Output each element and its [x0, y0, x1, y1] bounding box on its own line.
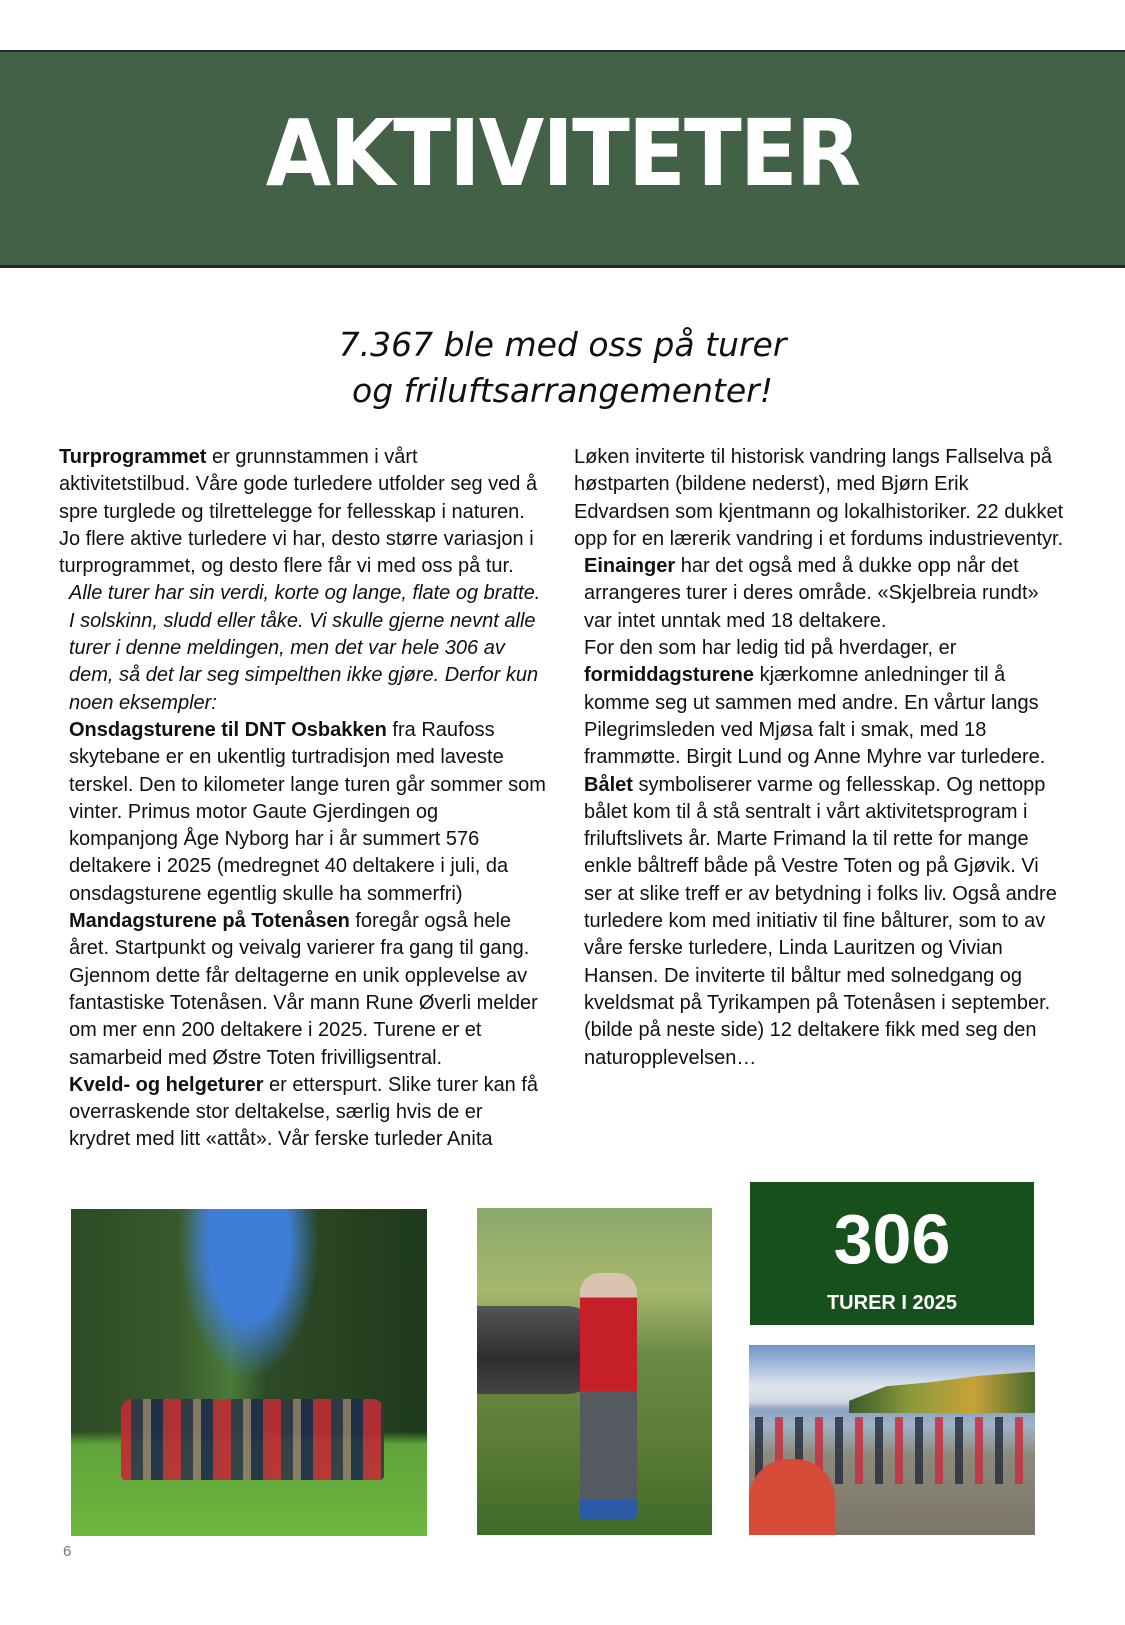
subtitle-line-1: 7.367 ble med oss på turer	[338, 325, 787, 364]
header-band	[0, 50, 1125, 268]
photo-man-shape	[580, 1273, 636, 1518]
bold-lead: Bålet	[584, 773, 633, 796]
bold-lead: Einainger	[584, 555, 676, 578]
paragraph-onsdagsturene: Onsdagsturene til DNT Osbakken fra Raufoss skytebane er en ukentlig turtradisjon med laveste terskel. Den to kilometer lange turen går sommer som vinter. Primus motor Gaute Gjerdingen og kompanjong Åge Nyborg har i år summert 576 deltakere i 2025 (medregnet 40 deltakere i juli, da onsdagsturene egentlig skulle ha sommerfri)	[69, 718, 546, 905]
paragraph-mandagsturene: Mandagsturene på Totenåsen foregår også hele året. Startpunkt og veivalg varierer fra gang til gang. Gjennom dette får deltagerne en unik opplevelse av fantastiske Totenåsen. Vår mann Rune Øverli melder om mer enn 200 deltakere i 2025. Turene er et samarbeid med Østre Toten frivilligsentral.	[69, 910, 538, 1069]
paragraph-einainger: Einainger har det også med å dukke opp når det arrangeres turer i deres område. «Skjelbreia rundt» var intet unntak med 18 deltakere.	[584, 555, 1039, 632]
left-column	[59, 444, 549, 1154]
photo-group-waterfall	[71, 1209, 427, 1536]
paragraph-intro-italic: Alle turer har sin verdi, korte og lange, flate og bratte. I solskinn, sludd eller tåke. Vi skulle gjerne nevnt alle turer i denne meldingen, men det var hele 306 av dem, så det lar seg simpelthen ikke gjøre. Derfor kun noen eksempler:	[69, 582, 541, 714]
paragraph-formiddagsturene: For den som har ledig tid på hverdager, er formiddagsturene kjærkomne anledninger til å komme seg ut sammen med andre. En vårtur langs Pilegrimsleden ved Mjøsa falt i smak, med 18 frammøtte. Birgit Lund og Anne Myhre var turledere.	[584, 637, 1046, 769]
subtitle	[0, 322, 1125, 414]
bold-lead: Onsdagsturene til DNT Osbakken	[69, 718, 387, 741]
stat-label: TURER I 2025	[826, 1292, 958, 1314]
photo-man-by-pipe	[477, 1208, 712, 1535]
subtitle-line-2: og friluftsarrangementer!	[352, 371, 773, 410]
stat-box	[750, 1182, 1034, 1325]
stat-number: 306	[833, 1200, 951, 1278]
bold-lead: Mandagsturene på Totenåsen	[69, 910, 350, 933]
bold-lead: Turprogrammet	[59, 446, 207, 468]
bold-lead: formiddagsturene	[584, 664, 755, 687]
paragraph-turprogrammet: Turprogrammet er grunnstammen i vårt aktivitetstilbud. Våre gode turledere utfolder seg ved å spre turglede og tilrettelegge for fellesskap i naturen. Jo flere aktive turledere vi har, desto større variasjon i turprogrammet, og desto flere får vi med oss på tur.	[59, 446, 538, 578]
paragraph-balet: Bålet symboliserer varme og fellesskap. Og nettopp bålet kom til å stå sentralt i vårt aktivitetsprogram i friluftslivets år. Marte Frimand la til rette for mange enkle båltreff både på Vestre Toten og på Gjøvik. Vi ser at slike treff er av betydning i folks liv. Også andre turledere kom med initiativ til fine bålturer, som to av våre ferske turledere, Linda Lauritzen og Vivian Hansen. De inviterte til båltur med solnedgang og kveldsmat på Tyrikampen på Totenåsen i september. (bilde på neste side) 12 deltakere fikk med seg den naturopplevelsen…	[584, 773, 1057, 1069]
page-number: 6	[63, 1543, 72, 1560]
right-column	[574, 444, 1064, 1072]
paragraph-fallselva: Løken inviterte til historisk vandring langs Fallselva på høstparten (bildene nederst), med Bjørn Erik Edvardsen som kjentmann og lokalhistoriker. 22 dukket opp for en lærerik vandring i et fordums industrieventyr.	[574, 446, 1064, 550]
photo-group-lake	[749, 1345, 1035, 1535]
photo-trees-shape	[849, 1372, 1035, 1414]
photo-people-shape	[121, 1399, 384, 1481]
photo-foreground-person-shape	[749, 1459, 835, 1535]
bold-lead: Kveld- og helgeturer	[69, 1073, 264, 1096]
paragraph-kveldsturer: Kveld- og helgeturer er etterspurt. Slike turer kan få overraskende stor deltakelse, særlig hvis de er krydret med litt «attåt». Vår ferske turleder Anita	[69, 1073, 539, 1151]
page-title: AKTIVITETER	[265, 100, 860, 207]
